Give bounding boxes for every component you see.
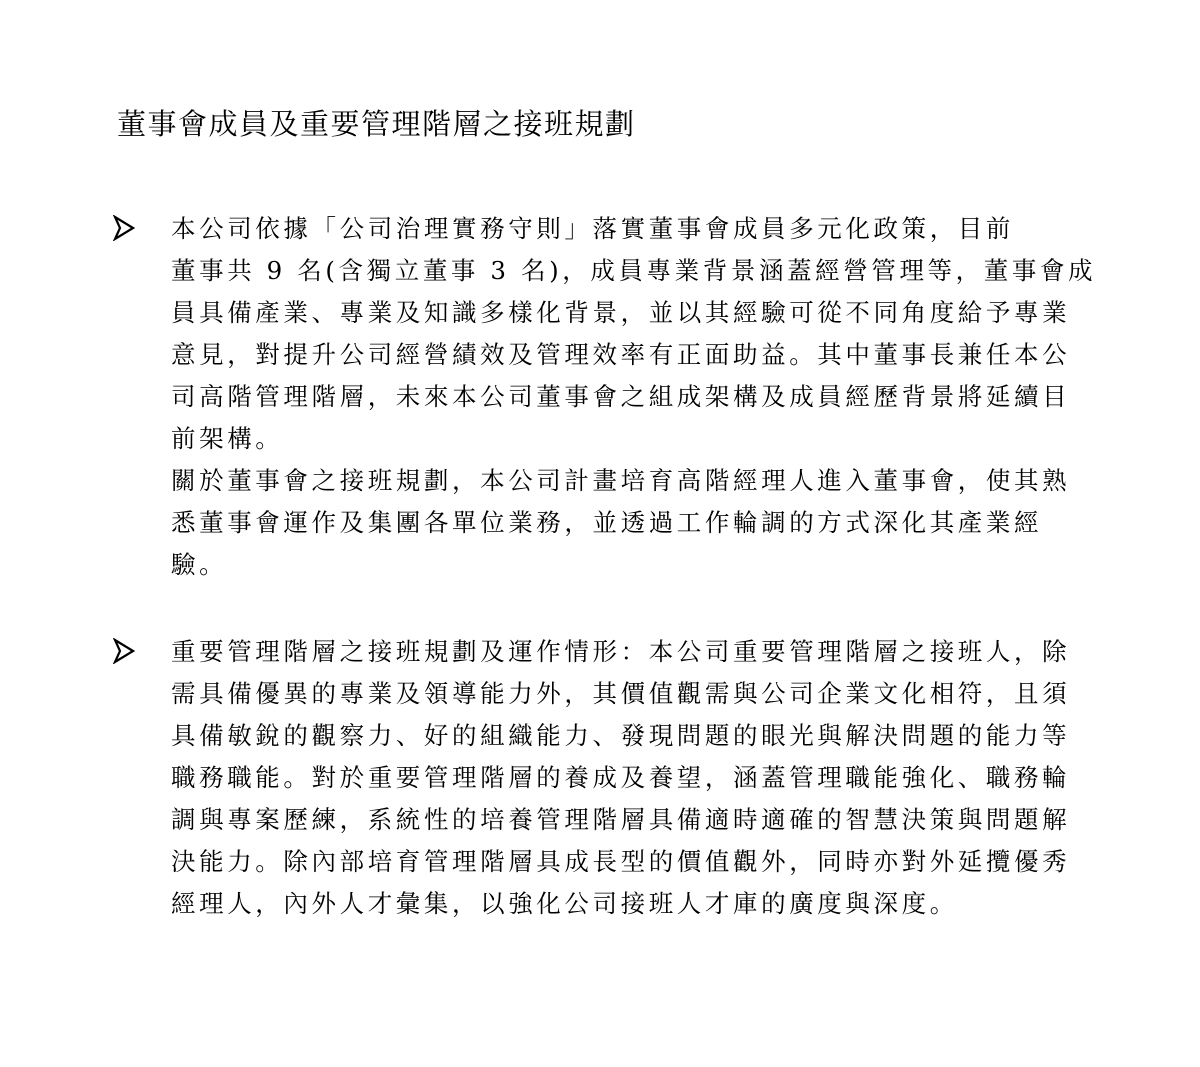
- paragraph-line: 董事共 9 名(含獨立董事 3 名)，成員專業背景涵蓋經營管理等，董事會成: [171, 256, 1097, 285]
- arrow-bullet-icon: [113, 215, 135, 241]
- paragraph-line: 職務職能。對於重要管理階層的養成及養望，涵蓋管理職能強化、職務輪: [171, 763, 1071, 792]
- paragraph-line: 前架構。: [171, 424, 284, 453]
- paragraph-line: 本公司依據「公司治理實務守則」落實董事會成員多元化政策，目前: [171, 214, 1014, 243]
- paragraph-line: 重要管理階層之接班規劃及運作情形：本公司重要管理階層之接班人，除: [171, 637, 1071, 666]
- paragraph-line: 員具備產業、專業及知識多樣化背景，並以其經驗可從不同角度給予專業: [171, 298, 1071, 327]
- paragraph-line: 悉董事會運作及集團各單位業務，並透過工作輪調的方式深化其產業經: [171, 508, 1043, 537]
- paragraph-line: 需具備優異的專業及領導能力外，其價值觀需與公司企業文化相符，且須: [171, 679, 1071, 708]
- paragraph-line: 具備敏銳的觀察力、好的組織能力、發現問題的眼光與解決問題的能力等: [171, 721, 1071, 750]
- document-title: 董事會成員及重要管理階層之接班規劃: [117, 107, 636, 141]
- paragraph-line: 調與專案歷練，系統性的培養管理階層具備適時適確的智慧決策與問題解: [171, 805, 1071, 834]
- paragraph-line: 司高階管理階層，未來本公司董事會之組成架構及成員經歷背景將延續目: [171, 382, 1071, 411]
- paragraph-line: 意見，對提升公司經營績效及管理效率有正面助益。其中董事長兼任本公: [171, 340, 1071, 369]
- paragraph-line: 決能力。除內部培育管理階層具成長型的價值觀外，同時亦對外延攬優秀: [171, 847, 1071, 876]
- paragraph-line: 關於董事會之接班規劃，本公司計畫培育高階經理人進入董事會，使其熟: [171, 466, 1071, 495]
- arrow-bullet-icon: [113, 638, 135, 664]
- paragraph-line: 經理人，內外人才彙集，以強化公司接班人才庫的廣度與深度。: [171, 889, 958, 918]
- paragraph-line: 驗。: [171, 550, 228, 579]
